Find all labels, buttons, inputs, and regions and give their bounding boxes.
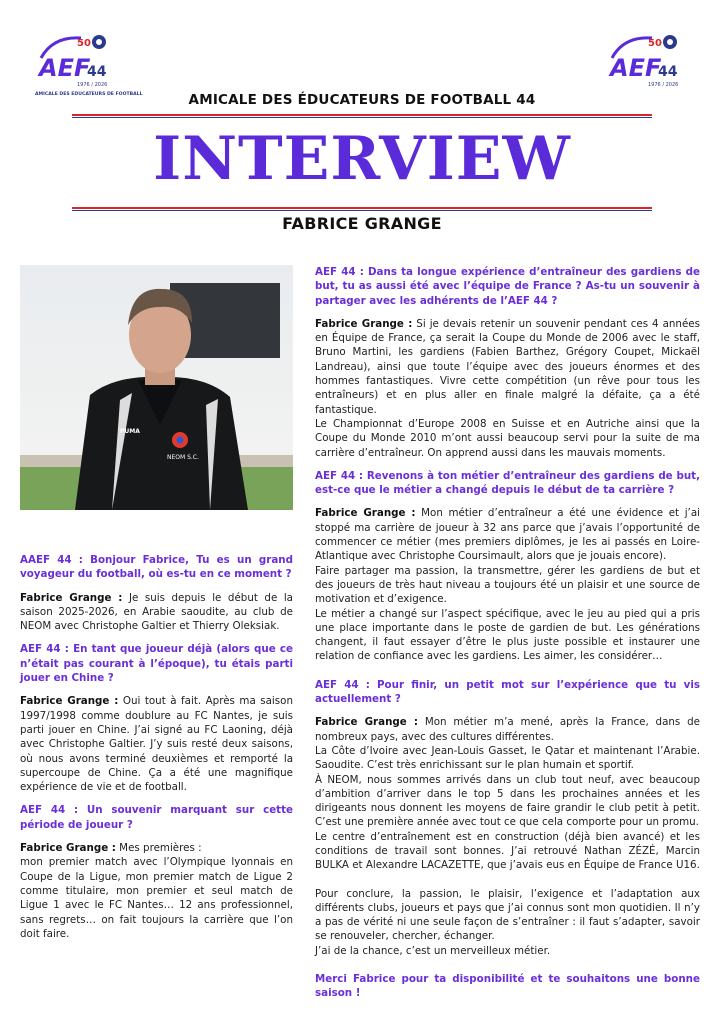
answer-6-paragraph-3: À NEOM, nous sommes arrivés dans un club tout neuf, avec beaucoup d’ambition d’arriver dans le top 5 dans les prochaines années et les dirigeants nous donnent les moyens de faire grandir le club petit à petit. C’est une première année avec tout ce que cela comporte pour un promu.: [315, 773, 700, 829]
answer-5-paragraph-2: Faire partager ma passion, la transmettre, gérer les gardiens de but et des joueurs de très haut niveau a toujours été un plaisir et une source de motivation et d’exigence.: [315, 564, 700, 606]
svg-text:44: 44: [87, 64, 107, 80]
answer-6-paragraph-4: Le centre d’entraînement est en construction (déjà bien avancé) et les conditions de travail sont bonnes. J’ai retrouvé Nathan ZÉZÉ, Marcin BULKA et Alexandre LACAZETTE, que j’avais eus en Équipe de France U16.: [315, 830, 700, 872]
answer-2: Fabrice Grange : Oui tout à fait. Après ma saison 1997/1998 comme doublure au FC Nantes, je suis parti jouer en Chine. J’ai signé au FC Laoning, déjà avec Christophe Galtier. J’y suis resté deux saisons, où nous avons terminé deuxièmes et remporté la supercoupe de Chine. Ça a été une magnifique expérience de vie et de football.: [20, 695, 293, 794]
svg-text:1976 / 2026: 1976 / 2026: [77, 82, 108, 88]
svg-text:NEOM S.C.: NEOM S.C.: [167, 454, 199, 461]
answer-3: Fabrice Grange : Mes premières :: [20, 842, 202, 855]
header-rule-bottom: [72, 207, 652, 211]
aef44-logo-right: [604, 28, 686, 98]
organization-name: AMICALE DES ÉDUCATEURS DE FOOTBALL 44: [188, 92, 536, 108]
svg-text:AMICALE DES EDUCATEURS DE FOOT: AMICALE DES EDUCATEURS DE FOOTBALL: [35, 92, 143, 97]
interviewee-photo: [20, 265, 293, 510]
question-3: AEF 44 : Un souvenir marquant sur cette période de joueur ?: [20, 804, 293, 831]
question-4: AEF 44 : Dans ta longue expérience d’entraîneur des gardiens de but, tu as aussi été avec l’équipe de France ? As-tu un souvenir à partager avec les adhérents de l’AEF 44 ?: [315, 266, 700, 307]
svg-text:50: 50: [77, 38, 91, 49]
svg-text:1976 / 2026: 1976 / 2026: [648, 82, 679, 88]
answer-6-paragraph-6: J’ai de la chance, c’est un merveilleux métier.: [315, 944, 551, 957]
question-6: AEF 44 : Pour finir, un petit mot sur l’expérience que tu vis actuellement ?: [315, 678, 700, 706]
header-rule-top: [72, 114, 652, 118]
answer-5-paragraph-3: Le métier a changé sur l’aspect spécifique, avec le jeu au pied qui a pris une place importante dans le poste de gardien de but. Les générations changent, il faut essayer d’être le plus juste possible et instaurer une relation de confiance avec les gardiens. Les aimer, les considérer…: [315, 607, 700, 663]
answer-6-paragraph-5: Pour conclure, la passion, le plaisir, l’exigence et l’adaptation aux différents clubs, joueurs et pays que j’ai connus sont mon quotidien. Il n’y a pas de vérité ni une seule façon de s’entraîner : il faut s’adapter, savoir se renouveler, chercher, échanger.: [315, 887, 700, 943]
svg-text:50: 50: [648, 38, 662, 49]
closing-message: Merci Fabrice pour ta disponibilité et te souhaitons une bonne saison !: [315, 973, 700, 1000]
question-1: AAEF 44 : Bonjour Fabrice, Tu es un grand voyageur du football, où es-tu en ce moment ?: [20, 554, 293, 581]
page-title: INTERVIEW: [153, 124, 571, 194]
interviewee-name: FABRICE GRANGE: [282, 214, 442, 233]
answer-5: Fabrice Grange : Mon métier d’entraîneur a été une évidence et j’ai stoppé ma carrière de joueur à 32 ans parce que j’avais l’opportunité de commencer ce métier (mes premiers diplômes, je les ai passés en Loire-Atlantique avec Christophe Coursimault, alors que je jouais encore).: [315, 507, 700, 563]
answer-1: Fabrice Grange : Je suis depuis le début de la saison 2025-2026, en Arabie saoudite, au club de NEOM avec Christophe Galtier et Thierry Oleksiak.: [20, 591, 293, 633]
answer-4: Fabrice Grange : Si je devais retenir un souvenir pendant ces 4 années en Équipe de France, ça serait la Coupe du Monde de 2006 avec le staff, Bruno Martini, les gardiens (Fabien Barthez, Grégory Coupet, Mickaël Landreau), ainsi que toute l’équipe avec des joueurs énormes et des hommes fantastiques. Vivre cette compétition (un rêve pour tous les entraîneurs) et en plus aller en finale malgré la défaite, ça a été fantastique.: [315, 317, 700, 416]
question-2: AEF 44 : En tant que joueur déjà (alors que ce n’était pas courant à l’époque), tu étais parti jouer en Chine ?: [20, 643, 293, 685]
answer-6-paragraph-2: La Côte d’Ivoire avec Jean-Louis Gasset, le Qatar et maintenant l’Arabie. Saoudite. C’est très enrichissant sur le plan humain et sportif.: [315, 744, 700, 772]
svg-text:AEF: AEF: [39, 54, 91, 82]
svg-text:44: 44: [658, 64, 678, 80]
answer-3-text: mon premier match avec l’Olympique lyonnais en Coupe de la Ligue, mon premier match de Ligue 2 comme titulaire, mon premier et seul match de Ligue 1 avec le FC Nantes… 12 ans professionnel, sans regrets… on fait toujours la carrière que l’on doit faire.: [20, 856, 293, 940]
right-column: [315, 265, 700, 1010]
svg-text:PUMA: PUMA: [120, 428, 140, 435]
question-5: AEF 44 : Revenons à ton métier d’entraîneur des gardiens de but, est-ce que le métier a changé depuis le début de ta carrière ?: [315, 469, 700, 497]
aef44-logo-left: [33, 28, 143, 98]
answer-4-paragraph-2: Le Championnat d’Europe 2008 en Suisse et en Autriche ainsi que la Coupe du Monde 2010 m’ont aussi beaucoup servi pour la suite de ma carrière d’entraîneur. On apprend aussi dans les mauvais moments.: [315, 417, 700, 459]
answer-6: Fabrice Grange : Mon métier m’a mené, après la France, dans de nombreux pays, avec des cultures différentes.: [315, 716, 700, 743]
svg-text:AEF: AEF: [610, 54, 662, 82]
left-column: [20, 553, 293, 941]
